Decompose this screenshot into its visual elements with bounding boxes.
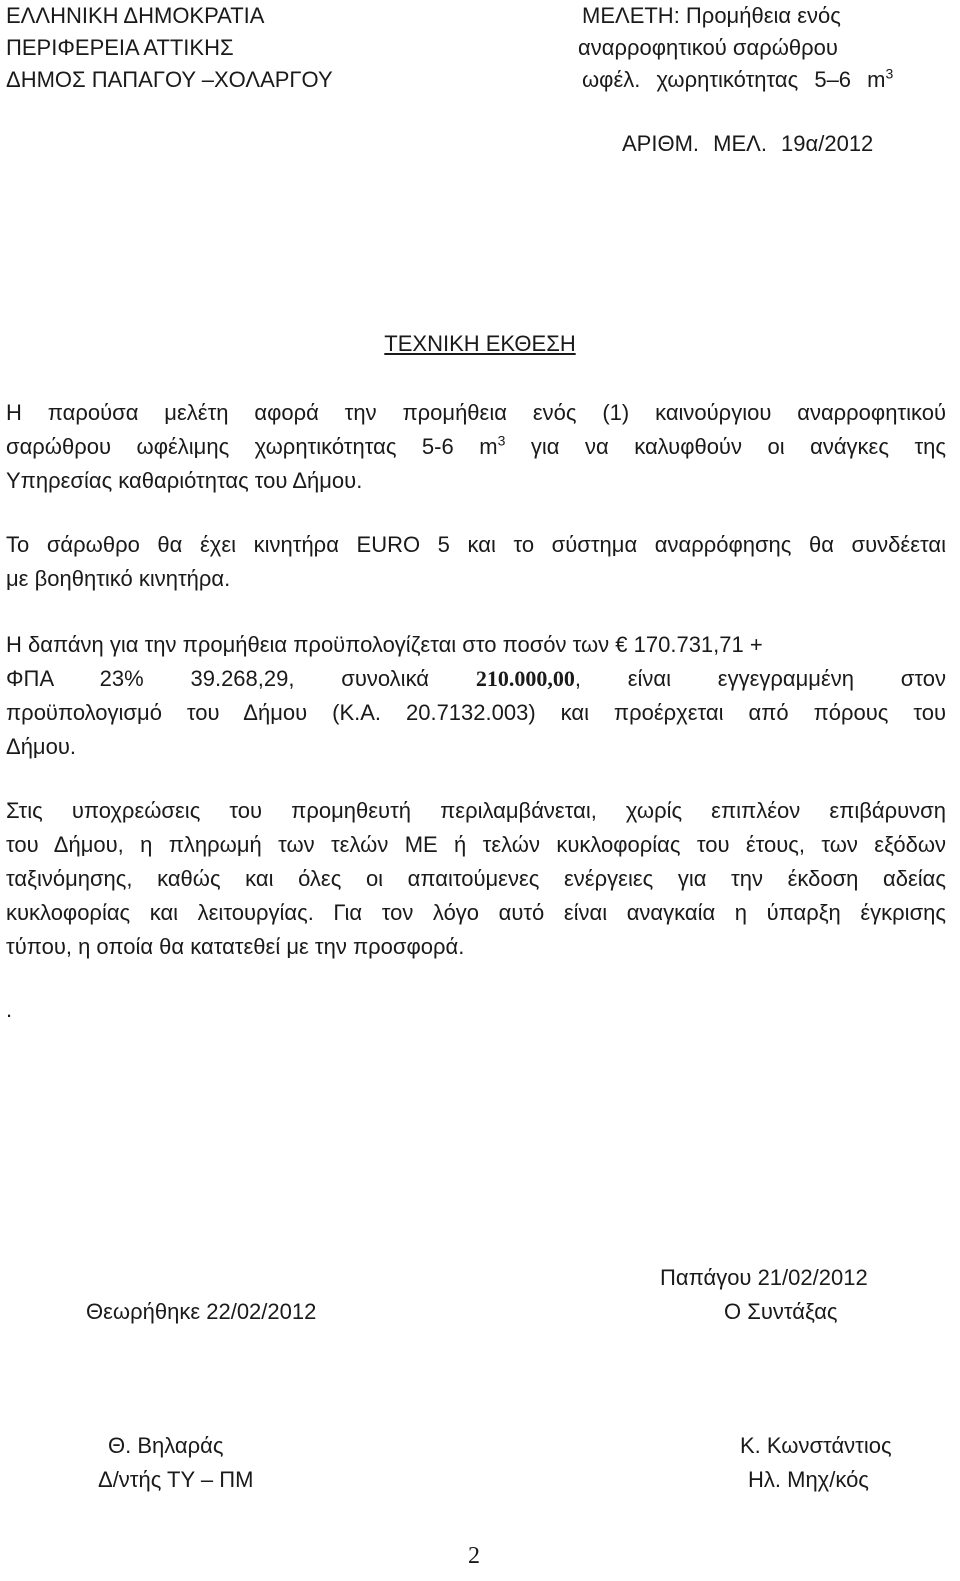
paragraph-3-line-2: ΦΠΑ 23% 39.268,29, συνολικά 210.000,00, είναι εγγεγραμμένη στον [6, 666, 947, 691]
author-label: Ο Συντάξας [724, 1299, 838, 1324]
paragraph-3 [6, 628, 946, 764]
left-signatory-role: Δ/ντής ΤΥ – ΠΜ [98, 1467, 254, 1492]
paragraph-4-line-2: του Δήμου, η πληρωμή των τελών ΜΕ ή τελών κυκλοφορίας του έτους, των εξόδων [6, 832, 946, 857]
paragraph-4-line-5: τύπου, η οποία θα κατατεθεί με την προσφορά. [6, 934, 465, 959]
page-number: 2 [468, 1543, 480, 1569]
page-title: ΤΕΧΝΙΚΗ ΕΚΘΕΣΗ [384, 331, 576, 356]
left-signatory-name: Θ. Βηλαράς [108, 1433, 224, 1458]
header-right-line-2: αναρροφητικού σαρώθρου [578, 35, 838, 60]
header-right-line-3: ωφέλ. χωρητικότητας 5–6 $m^3$ [582, 65, 894, 92]
paragraph-4-line-1: Στις υποχρεώσεις του προμηθευτή περιλαμβάνεται, χωρίς επιπλέον επιβάρυνση [6, 798, 946, 823]
paragraph-3-line-4: Δήμου. [6, 734, 76, 759]
right-signatory-name: Κ. Κωνστάντιος [740, 1433, 892, 1458]
paragraph-2-line-1: Το σάρωθρο θα έχει κινητήρα EURO 5 και το σύστημα αναρρόφησης θα συνδέεται [6, 532, 946, 557]
paragraph-1-line-1: Η παρούσα μελέτη αφορά την προμήθεια ενός (1) καινούργιου αναρροφητικού [6, 400, 946, 425]
paragraph-1 [6, 396, 946, 498]
paragraph-2 [6, 528, 946, 596]
header-left-line-2: ΠΕΡΙΦΕΡΕΙΑ ΑΤΤΙΚΗΣ [6, 35, 234, 60]
paragraph-3-line-1: Η δαπάνη για την προμήθεια προϋπολογίζεται στο ποσόν των € 170.731,71 + [6, 632, 763, 657]
paragraph-3-line-3: προϋπολογισμό του Δήμου (Κ.Α. 20.7132.003) και προέρχεται από πόρους του [6, 700, 946, 725]
study-number: ΑΡΙΘΜ. ΜΕΛ. 19α/2012 [622, 131, 874, 156]
paragraph-4 [6, 794, 946, 964]
header-left-line-1: ΕΛΛΗΝΙΚΗ ΔΗΜΟΚΡΑΤΙΑ [6, 3, 265, 28]
paragraph-1-line-2: σαρώθρου ωφέλιμης χωρητικότητας 5-6 $m^3$ για να καλυφθούν οι ανάγκες της [6, 432, 946, 459]
header-right-line-1: ΜΕΛΕΤΗ: Προμήθεια ενός [582, 3, 841, 28]
right-signatory-role: Ηλ. Μηχ/κός [748, 1467, 869, 1492]
place-date: Παπάγου 21/02/2012 [660, 1265, 868, 1290]
paragraph-4-line-4: κυκλοφορίας και λειτουργίας. Για τον λόγο αυτό είναι αναγκαία η ύπαρξη έγκρισης [6, 900, 946, 925]
paragraph-4-line-3: ταξινόμησης, καθώς και όλες οι απαιτούμενες ενέργειες για την έκδοση αδείας [6, 866, 946, 891]
approved-date: Θεωρήθηκε 22/02/2012 [86, 1299, 317, 1324]
paragraph-1-line-3: Υπηρεσίας καθαριότητας του Δήμου. [6, 468, 363, 493]
stray-dot: . [6, 997, 13, 1022]
paragraph-2-line-2: με βοηθητικό κινητήρα. [6, 566, 231, 591]
header-left-line-3: ΔΗΜΟΣ ΠΑΠΑΓΟΥ –ΧΟΛΑΡΓΟΥ [6, 67, 333, 92]
